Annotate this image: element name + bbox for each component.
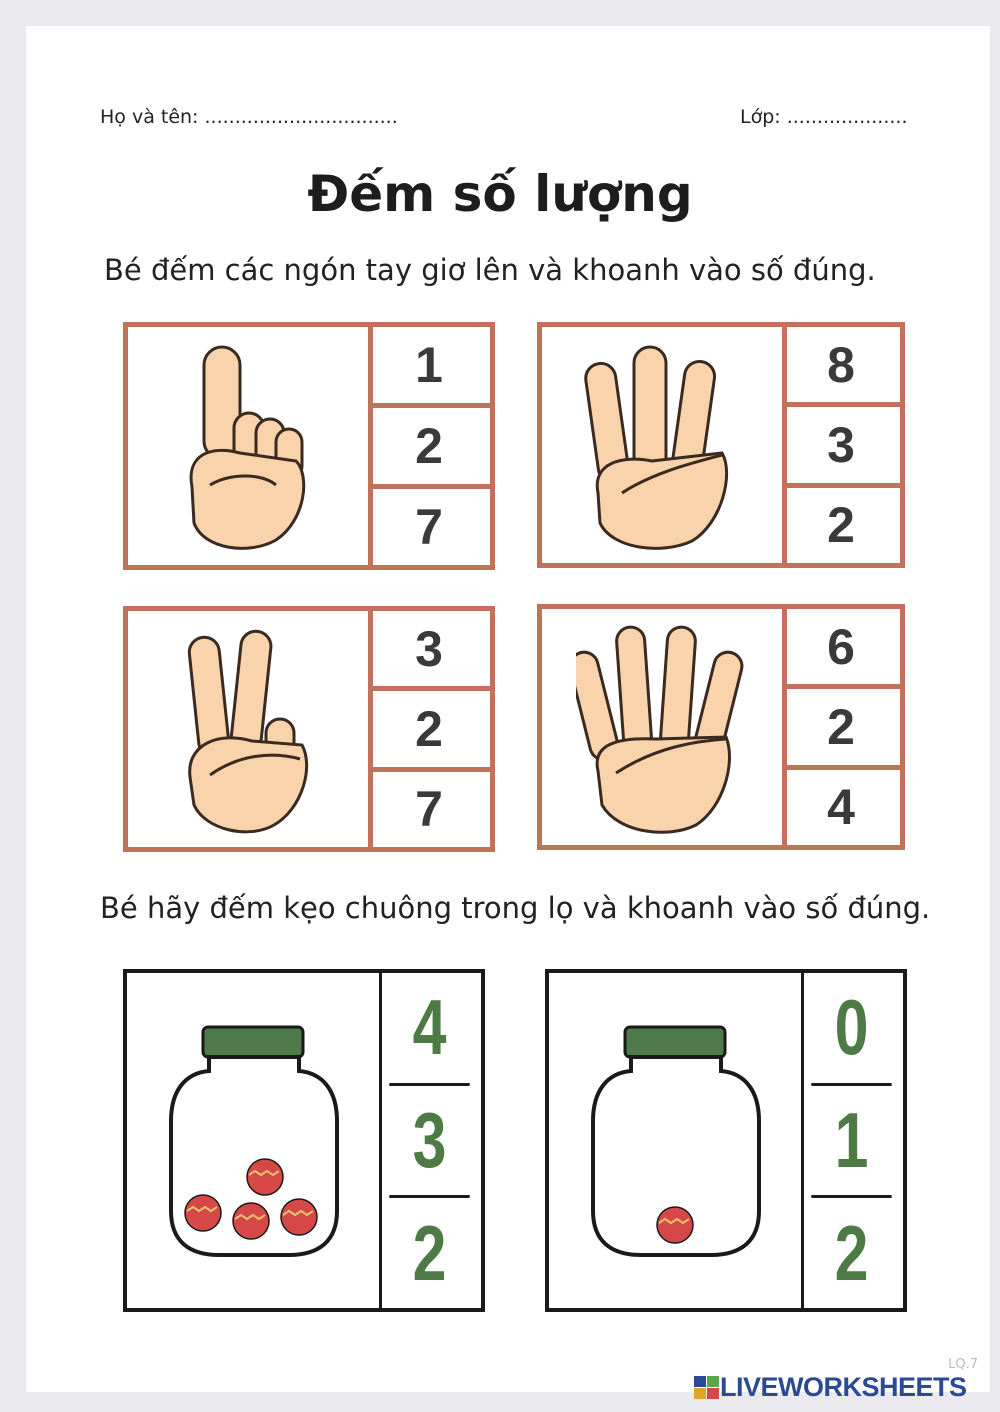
answer-option[interactable]: 2 bbox=[782, 684, 900, 764]
liveworksheets-logo[interactable] bbox=[694, 1372, 967, 1403]
instruction-fingers: Bé đếm các ngón tay giơ lên và khoanh vào số đúng. bbox=[104, 253, 876, 287]
answer-options bbox=[782, 609, 900, 845]
answer-option[interactable]: 7 bbox=[368, 767, 490, 847]
class-label: Lớp: .................... bbox=[740, 106, 908, 128]
answer-option[interactable]: 2 bbox=[782, 483, 900, 563]
jar-with-ornaments-icon bbox=[165, 1021, 345, 1261]
answer-options bbox=[800, 973, 903, 1308]
page-title: Đếm số lượng bbox=[307, 165, 693, 223]
answer-options bbox=[782, 327, 900, 563]
answer-option[interactable]: 2 bbox=[389, 1195, 469, 1308]
live-badge-icon bbox=[694, 1376, 720, 1400]
answer-option[interactable]: 3 bbox=[415, 620, 443, 677]
finger-card-1 bbox=[123, 322, 495, 570]
two-finger-hand-icon bbox=[182, 627, 322, 839]
answer-option[interactable]: 2 bbox=[368, 403, 490, 484]
four-finger-hand-icon bbox=[576, 621, 748, 839]
answer-option[interactable]: 4 bbox=[782, 765, 900, 845]
finger-card-4 bbox=[537, 604, 905, 850]
answer-option[interactable]: 1 bbox=[415, 337, 443, 393]
jar-card-picture bbox=[127, 973, 382, 1308]
jar-card-2 bbox=[545, 969, 907, 1312]
three-finger-hand-icon bbox=[582, 343, 742, 555]
answer-option[interactable]: 7 bbox=[368, 484, 490, 565]
finger-card-picture bbox=[128, 327, 373, 565]
one-finger-hand-icon bbox=[180, 345, 320, 555]
finger-card-2 bbox=[537, 322, 905, 568]
answer-option[interactable]: 2 bbox=[811, 1195, 891, 1308]
finger-card-picture bbox=[542, 609, 787, 845]
answer-option[interactable]: 0 bbox=[834, 983, 869, 1072]
answer-option[interactable]: 8 bbox=[827, 336, 855, 393]
answer-option[interactable]: 4 bbox=[412, 983, 447, 1072]
answer-option[interactable]: 6 bbox=[827, 618, 855, 675]
instruction-jars: Bé hãy đếm kẹo chuông trong lọ và khoanh vào số đúng. bbox=[100, 891, 931, 925]
jar-card-1 bbox=[123, 969, 485, 1312]
answer-options bbox=[368, 327, 490, 565]
jar-card-picture bbox=[549, 973, 804, 1308]
finger-card-picture bbox=[128, 611, 373, 847]
jar-with-ornament-icon bbox=[587, 1021, 767, 1261]
answer-options bbox=[368, 611, 490, 847]
answer-option[interactable]: 1 bbox=[811, 1083, 891, 1196]
answer-options bbox=[378, 973, 481, 1308]
answer-option[interactable]: 3 bbox=[782, 402, 900, 482]
answer-option[interactable]: 3 bbox=[389, 1083, 469, 1196]
finger-card-3 bbox=[123, 606, 495, 852]
name-label: Họ và tên: ................................ bbox=[100, 106, 398, 128]
worksheet-code: LQ.7 bbox=[948, 1357, 978, 1372]
finger-card-picture bbox=[542, 327, 787, 563]
answer-option[interactable]: 2 bbox=[368, 686, 490, 766]
logo-text: LIVEWORKSHEETS bbox=[720, 1372, 967, 1402]
